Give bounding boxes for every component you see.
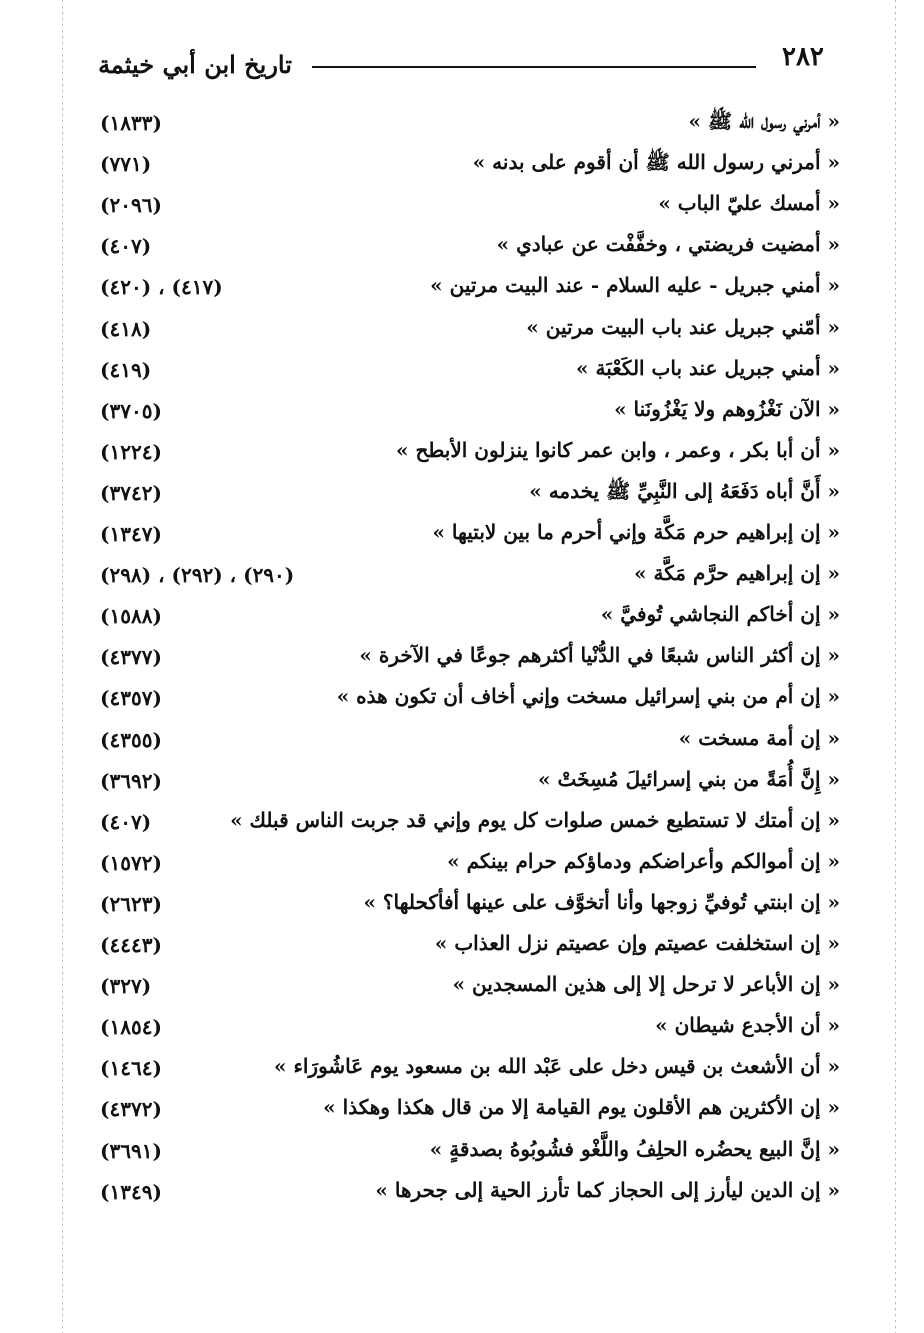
entry-text: « أمرني رسول الله ﷺ أن أقوم على بدنه » xyxy=(472,150,840,174)
entry-text: « الآن نَغْزُوهم ولا يَغْزُونَنا » xyxy=(614,397,840,421)
entry-text: « إن أكثر الناس شبعًا في الدُّنْيا أكثرهم جوعًا في الآخرة » xyxy=(359,643,840,667)
index-entry xyxy=(0,512,924,556)
entry-text: « إنَّ البيع يحضُره الحلِفُ واللَّغْو فشُوبُوهُ بصدقةٍ » xyxy=(429,1137,840,1161)
index-entry xyxy=(0,964,924,1008)
entry-text: « إن ابنتي تُوفيِّ زوجها وأنا أتخوَّف على عينها أفأكحلها؟ » xyxy=(363,890,840,914)
entry-text: « إن إبراهيم حرَّم مَكَّة » xyxy=(634,561,840,585)
entry-reference-number: (٤٣٥٧) xyxy=(100,686,162,710)
index-entry xyxy=(0,224,924,268)
entry-text: « أَنَّ أباه دَفَعَهُ إلى النَّبِيِّ ﷺ يخدمه » xyxy=(529,479,840,503)
entry-text: « أن أبا بكر ، وعمر ، وابن عمر كانوا ينزلون الأبطح » xyxy=(396,438,840,462)
index-entry xyxy=(0,389,924,433)
index-entry xyxy=(0,594,924,638)
index-entry xyxy=(0,718,924,762)
index-entry xyxy=(0,759,924,803)
entry-text: « أمرني رسول الله ﷺ » xyxy=(688,109,840,133)
index-entry xyxy=(0,635,924,679)
index-entry xyxy=(0,553,924,597)
entry-reference-number: (٢٩٠) ، (٢٩٢) ، (٢٩٨) xyxy=(100,563,295,587)
index-entry xyxy=(0,471,924,515)
index-entry xyxy=(0,1046,924,1090)
entry-text: « إِنَّ أُمَةً من بني إسرائيلَ مُسِخَتْ » xyxy=(538,767,840,791)
entry-text: « إن الأباعر لا ترحل إلا إلى هذين المسجدين » xyxy=(452,972,840,996)
entry-text: « إن أمتك لا تستطيع خمس صلوات كل يوم وإني قد جربت الناس قبلك » xyxy=(230,808,840,832)
index-entry xyxy=(0,1129,924,1173)
entry-reference-number: (٤٣٥٥) xyxy=(100,728,162,752)
entry-text: « إن إبراهيم حرم مَكَّة وإني أحرم ما بين لابتيها » xyxy=(432,520,840,544)
entry-reference-number: (١٨٣٣) xyxy=(100,111,162,135)
entry-text: « إن الأكثرين هم الأقلون يوم القيامة إلا من قال هكذا وهكذا » xyxy=(323,1095,840,1119)
index-entry xyxy=(0,1005,924,1049)
entry-text: « أمضيت فريضتي ، وخفَّفْت عن عبادي » xyxy=(496,232,840,256)
entry-text: « إن أخاكم النجاشي تُوفيَّ » xyxy=(600,602,840,626)
index-entry xyxy=(0,923,924,967)
entry-reference-number: (٣٧٠٥) xyxy=(100,399,162,423)
index-entry xyxy=(0,800,924,844)
entry-reference-number: (١٥٨٨) xyxy=(100,604,162,628)
index-entry xyxy=(0,183,924,227)
entry-text: « إن أموالكم وأعراضكم ودماؤكم حرام بينكم » xyxy=(447,849,840,873)
entry-text: « إن استخلفت عصيتم وإن عصيتم نزل العذاب » xyxy=(434,931,840,955)
entry-reference-number: (١٢٢٤) xyxy=(100,440,162,464)
entry-reference-number: (٤١٨) xyxy=(100,317,152,341)
entry-text: « أن الأجدع شيطان » xyxy=(655,1013,840,1037)
book-title: تاريخ ابن أبي خيثمة xyxy=(98,50,292,79)
entry-reference-number: (٣٧٤٢) xyxy=(100,481,162,505)
entry-reference-number: (٤٣٧٧) xyxy=(100,645,162,669)
entry-reference-number: (١٨٥٤) xyxy=(100,1015,162,1039)
page-number: ٢٨٢ xyxy=(782,42,824,72)
index-entry xyxy=(0,841,924,885)
entry-reference-number: (٣٢٧) xyxy=(100,974,152,998)
entry-text: « إن الدين ليأرز إلى الحجاز كما تأرز الحية إلى جحرها » xyxy=(375,1178,840,1202)
index-entry xyxy=(0,882,924,926)
entry-reference-number: (٤٣٧٢) xyxy=(100,1097,162,1121)
entry-reference-number: (٤١٩) xyxy=(100,358,152,382)
entry-reference-number: (٢٦٢٣) xyxy=(100,892,162,916)
index-entry xyxy=(0,101,924,145)
entry-text: « أمني جبريل - عليه السلام - عند البيت مرتين » xyxy=(430,273,840,297)
index-entry xyxy=(0,265,924,309)
entry-reference-number: (١٥٧٢) xyxy=(100,851,162,875)
entry-text: « أمني جبريل عند باب الكَعْبَة » xyxy=(576,356,840,380)
entry-reference-number: (٤٤٤٣) xyxy=(100,933,162,957)
entry-reference-number: (٤١٧) ، (٤٢٠) xyxy=(100,275,223,299)
entry-reference-number: (١٣٤٧) xyxy=(100,522,162,546)
index-entry xyxy=(0,348,924,392)
entry-reference-number: (١٣٤٩) xyxy=(100,1180,162,1204)
entry-text: « إن أمة مسخت » xyxy=(678,726,840,750)
index-entry xyxy=(0,1087,924,1131)
entry-text: « إن أم من بني إسرائيل مسخت وإني أخاف أن تكون هذه » xyxy=(336,684,840,708)
index-entry xyxy=(0,1170,924,1214)
entry-reference-number: (٤٠٧) xyxy=(100,234,152,258)
index-entry xyxy=(0,430,924,474)
entry-text: « أن الأشعث بن قيس دخل على عَبْد الله بن مسعود يوم عَاشُورَاء » xyxy=(273,1054,840,1078)
entry-reference-number: (٤٠٧) xyxy=(100,810,152,834)
entry-text: « أمسك عليّ الباب » xyxy=(658,191,840,215)
entry-reference-number: (٣٦٩٢) xyxy=(100,769,162,793)
index-entry xyxy=(0,676,924,720)
page-header xyxy=(0,0,924,100)
entry-reference-number: (٧٧١) xyxy=(100,152,152,176)
index-entry xyxy=(0,307,924,351)
entry-reference-number: (١٤٦٤) xyxy=(100,1056,162,1080)
index-entry xyxy=(0,142,924,186)
header-rule xyxy=(312,66,756,68)
entry-text: « أمّني جبريل عند باب البيت مرتين » xyxy=(526,315,840,339)
entry-reference-number: (٣٦٩١) xyxy=(100,1139,162,1163)
entry-reference-number: (٢٠٩٦) xyxy=(100,193,162,217)
